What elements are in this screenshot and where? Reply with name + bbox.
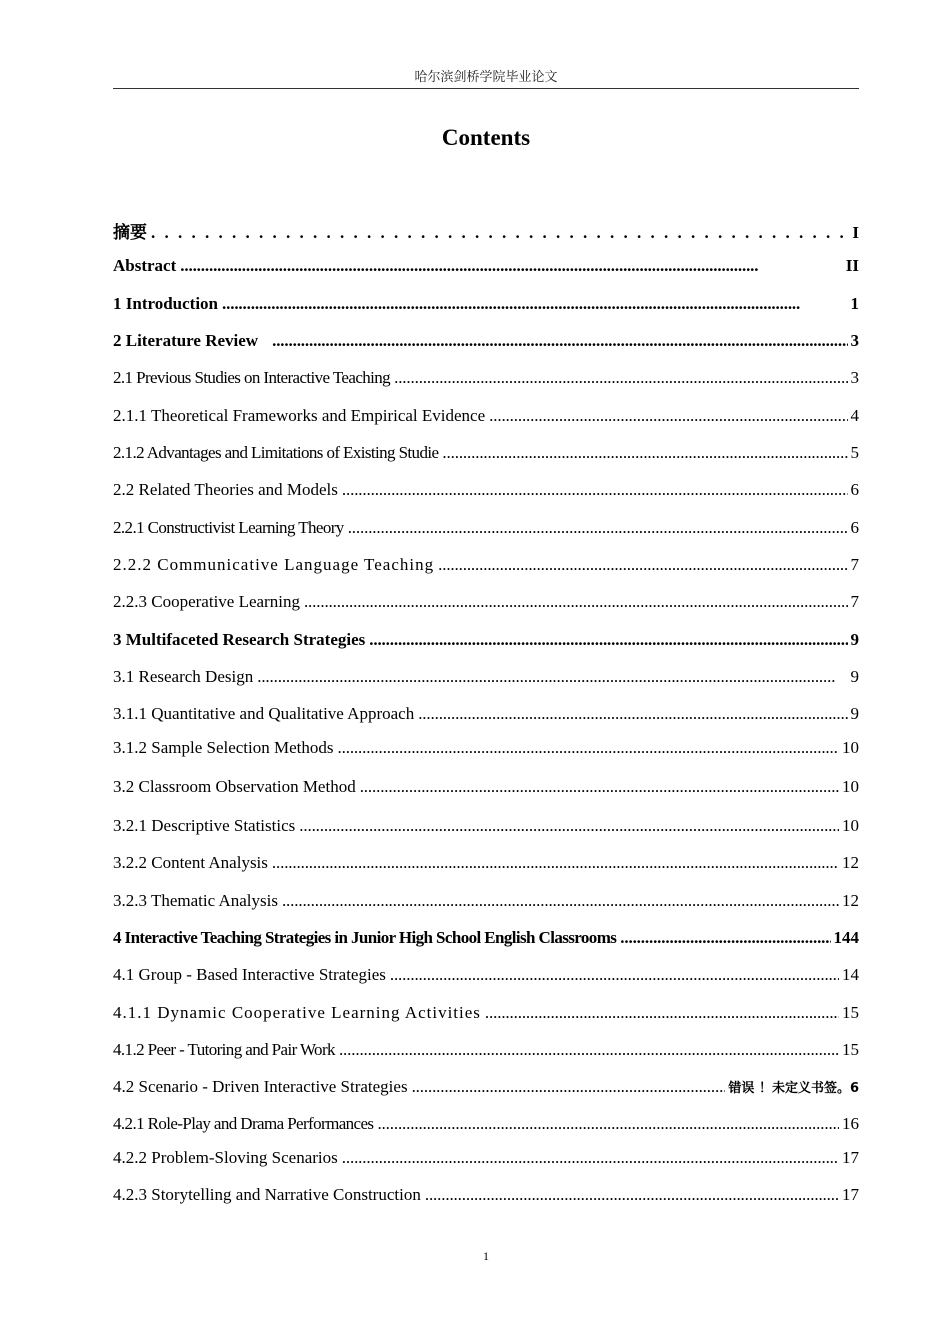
header-rule [113, 88, 859, 89]
toc-leader [180, 256, 843, 276]
toc-entry-4-1-2[interactable] [113, 1040, 859, 1064]
toc-entry-page: 6 [850, 518, 859, 537]
toc-entry-3-1-2[interactable] [113, 738, 859, 762]
toc-entry-label: 4.2 Scenario - Driven Interactive Strategies [113, 1077, 408, 1096]
toc-leader [485, 1003, 839, 1023]
toc-leader [257, 667, 847, 687]
toc-entry-abstract-cn[interactable] [113, 218, 859, 242]
toc-leader [425, 1185, 839, 1205]
toc-entry-page: 9 [850, 667, 859, 686]
toc-entry-4-2-3[interactable] [113, 1185, 859, 1209]
toc-entry-label: 2.2 Related Theories and Models [113, 480, 338, 499]
toc-entry-label: 摘要 [113, 223, 147, 243]
toc-entry-page: 12 [842, 891, 859, 910]
toc-entry-page: 12 [842, 853, 859, 872]
toc-entry-page: 7 [850, 592, 859, 611]
toc-entry-2-1[interactable] [113, 368, 859, 392]
toc-entry-label: 3.1 Research Design [113, 667, 254, 686]
toc-entry-page: 144 [833, 928, 859, 947]
toc-entry-1[interactable] [113, 294, 859, 318]
toc-entry-page-error: 错误 ！未定义书签。6 [728, 1081, 859, 1096]
toc-entry-3-2-3[interactable] [113, 891, 859, 915]
toc-leader [390, 965, 839, 985]
toc-entry-label: 4.2.2 Problem-Sloving Scenarios [113, 1148, 338, 1167]
toc-entry-page: 5 [850, 443, 859, 462]
toc-entry-label: 3.2.2 Content Analysis [113, 853, 268, 872]
toc-entry-label: 3 Multifaceted Research Strategies [113, 630, 366, 649]
toc-entry-page: 9 [850, 630, 859, 649]
toc-entry-label: 4.2.1 Role-Play and Drama Performances [113, 1114, 374, 1133]
toc-entry-label: 2 Literature Review [113, 331, 259, 350]
toc-entry-page: 10 [842, 816, 859, 835]
toc-entry-label: 4.1.2 Peer - Tutoring and Pair Work [113, 1040, 335, 1059]
toc-entry-4[interactable] [113, 928, 859, 952]
toc-entry-label: 2.1.2 Advantages and Limitations of Existing Studie [113, 443, 439, 462]
toc-entry-page: I [852, 223, 859, 242]
toc-leader [272, 331, 847, 351]
toc-entry-2-2-3[interactable] [113, 592, 859, 616]
toc-leader [360, 777, 839, 797]
toc-entry-label: 4.2.3 Storytelling and Narrative Construction [113, 1185, 421, 1204]
toc-leader [369, 630, 847, 650]
toc-entry-label: Abstract [113, 256, 177, 275]
toc-entry-label: 3.2.3 Thematic Analysis [113, 891, 278, 910]
toc-entry-page: 15 [842, 1003, 859, 1022]
toc-entry-page: 10 [842, 777, 859, 796]
toc-entry-4-1-1[interactable] [113, 1003, 859, 1027]
toc-entry-page: 4 [850, 406, 859, 425]
toc-leader [438, 555, 847, 575]
toc-entry-abstract[interactable] [113, 256, 859, 280]
toc-entry-label: 4.1.1 Dynamic Cooperative Learning Activities [113, 1003, 481, 1022]
toc-entry-page: 7 [850, 555, 859, 574]
toc-entry-label: 3.1.1 Quantitative and Qualitative Approach [113, 704, 415, 723]
toc-leader [342, 1148, 839, 1168]
toc-leader [620, 928, 830, 948]
toc-entry-2-2-2[interactable] [113, 555, 859, 579]
toc-entry-label: 3.1.2 Sample Selection Methods [113, 738, 334, 757]
toc-entry-2-1-2[interactable] [113, 443, 859, 467]
page-number: 1 [483, 1249, 489, 1263]
toc-entry-label: 2.2.2 Communicative Language Teaching [113, 555, 435, 574]
toc-leader [304, 592, 848, 612]
toc-entry-label: 4 Interactive Teaching Strategies in Junior High School English Classrooms [113, 928, 617, 947]
toc-entry-4-2-2[interactable] [113, 1148, 859, 1172]
toc-leader [339, 1040, 839, 1060]
toc-entry-3-1-1[interactable] [113, 704, 859, 728]
toc-entry-page: 15 [842, 1040, 859, 1059]
toc-entry-label: 2.1.1 Theoretical Frameworks and Empirical Evidence [113, 406, 486, 425]
toc-entry-4-2[interactable] [113, 1077, 859, 1101]
toc-entry-page: 14 [842, 965, 859, 984]
toc-entry-3-2[interactable] [113, 777, 859, 801]
toc-leader [222, 294, 847, 314]
toc-entry-page: 3 [850, 331, 859, 350]
toc-entry-label: 2.1 Previous Studies on Interactive Teaching [113, 368, 391, 387]
toc-leader [299, 816, 839, 836]
toc-entry-page: 17 [842, 1148, 859, 1167]
toc-entry-3[interactable] [113, 630, 859, 654]
toc-entry-3-1[interactable] [113, 667, 859, 691]
toc-entry-label: 2.2.1 Constructivist Learning Theory [113, 518, 344, 537]
toc-entry-page: 10 [842, 738, 859, 757]
toc-leader [342, 480, 848, 500]
toc-leader [272, 853, 839, 873]
toc-leader [282, 891, 839, 911]
toc-entry-label: 4.1 Group - Based Interactive Strategies [113, 965, 386, 984]
toc-leader [151, 223, 849, 243]
page-title: Contents [441, 125, 531, 150]
page-header: 哈尔滨剑桥学院毕业论文 [414, 70, 558, 85]
toc-entry-page: 1 [850, 294, 859, 313]
toc-entry-4-2-1[interactable] [113, 1114, 859, 1138]
toc-leader [412, 1077, 726, 1097]
toc-entry-label: 3.2.1 Descriptive Statistics [113, 816, 296, 835]
toc-entry-2-2[interactable] [113, 480, 859, 504]
toc-leader [442, 443, 847, 463]
toc-leader [338, 738, 839, 758]
toc-leader [489, 406, 847, 426]
toc-entry-label: 3.2 Classroom Observation Method [113, 777, 356, 796]
toc-leader [394, 368, 847, 388]
toc-entry-page: 3 [850, 368, 859, 387]
toc-entry-3-2-1[interactable] [113, 816, 859, 840]
toc-entry-3-2-2[interactable] [113, 853, 859, 877]
toc-entry-label: 1 Introduction [113, 294, 219, 313]
toc-leader [418, 704, 847, 724]
toc-entry-page: 9 [850, 704, 859, 723]
toc-entry-2-1-1[interactable] [113, 406, 859, 430]
toc-entry-page: 17 [842, 1185, 859, 1204]
toc-entry-2-2-1[interactable] [113, 518, 859, 542]
toc-entry-4-1[interactable] [113, 965, 859, 989]
toc-leader [377, 1114, 839, 1134]
toc-entry-page: II [845, 256, 859, 275]
toc-entry-page: 16 [842, 1114, 859, 1133]
toc-entry-page: 6 [850, 480, 859, 499]
toc-entry-label: 2.2.3 Cooperative Learning [113, 592, 300, 611]
toc-leader [348, 518, 848, 538]
toc-entry-2[interactable] [113, 331, 859, 355]
